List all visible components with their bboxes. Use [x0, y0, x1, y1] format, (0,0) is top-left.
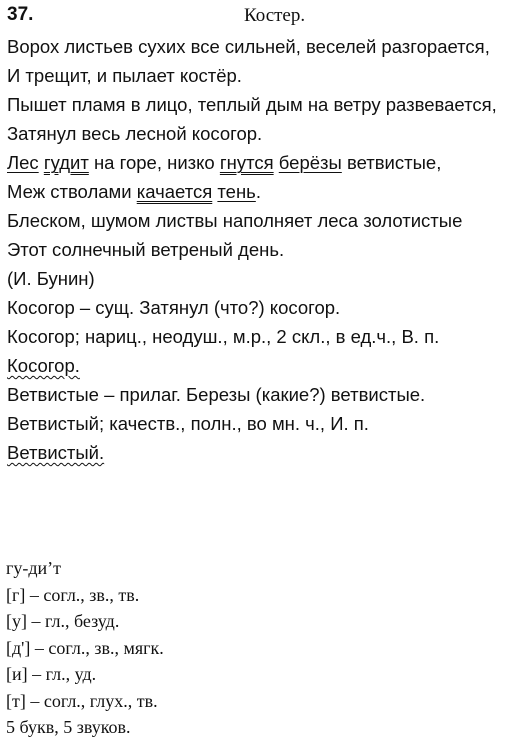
phonetic-line: [у] – гл., безуд. [6, 611, 120, 631]
poem-line: Ворох листьев сухих все сильней, веселей разгорается, [7, 36, 490, 57]
predicate-word: качается [136, 181, 213, 202]
analysis-line: Косогор; нариц., неодуш., м.р., 2 скл., в ед.ч., В. п. [7, 326, 440, 347]
text-run: на горе, низко [88, 152, 220, 173]
analysis-underlined [7, 438, 511, 467]
poem-line: Пышет пламя в лицо, теплый дым на ветру развевается, [7, 94, 497, 115]
underlined-word: Косогор. [7, 355, 80, 376]
exercise-number: 37. [7, 4, 34, 25]
phonetic-line: [д'] – согл., зв., мягк. [6, 637, 164, 658]
phonetic-analysis [6, 555, 306, 741]
subject-word: тень [217, 181, 256, 202]
poem-line-parsed [7, 177, 511, 206]
predicate-word: гудит [43, 152, 89, 173]
underlined-word: Ветвистый. [7, 442, 105, 463]
phonetic-line: [и] – гл., уд. [6, 664, 97, 684]
phonetic-line: [г] – согл., зв., тв. [6, 584, 140, 605]
poem-line: Затянул весь лесной косогор. [7, 123, 263, 144]
text-block [7, 32, 511, 467]
poem-line: Блеском, шумом листвы наполняет леса золотистые [7, 210, 463, 231]
text-run: ветвистые, [341, 152, 442, 173]
subject-word: берёзы [278, 152, 342, 173]
predicate-word: гнутся [219, 152, 274, 173]
text-run: Меж стволами [7, 181, 137, 202]
poem-title: Костер. [244, 5, 306, 26]
poem-line: И трещит, и пылает костёр. [7, 65, 242, 86]
poem-line: Этот солнечный ветреный день. [7, 239, 285, 260]
poem-line-parsed [7, 148, 511, 177]
poem-author: (И. Бунин) [7, 268, 95, 289]
analysis-line: Ветвистые – прилаг. Березы (какие?) ветвистые. [7, 384, 426, 405]
phonetic-summary: 5 букв, 5 звуков. [6, 717, 131, 737]
analysis-line: Косогор – сущ. Затянул (что?) косогор. [7, 297, 341, 318]
analysis-line: Ветвистый; качеств., полн., во мн. ч., И. п. [7, 413, 369, 434]
phonetic-line: [т] – согл., глух., тв. [6, 690, 158, 711]
text-run: . [255, 181, 261, 202]
subject-word: Лес [7, 152, 39, 173]
phonetic-word: гу-ди’т [6, 558, 62, 578]
analysis-underlined [7, 351, 511, 380]
